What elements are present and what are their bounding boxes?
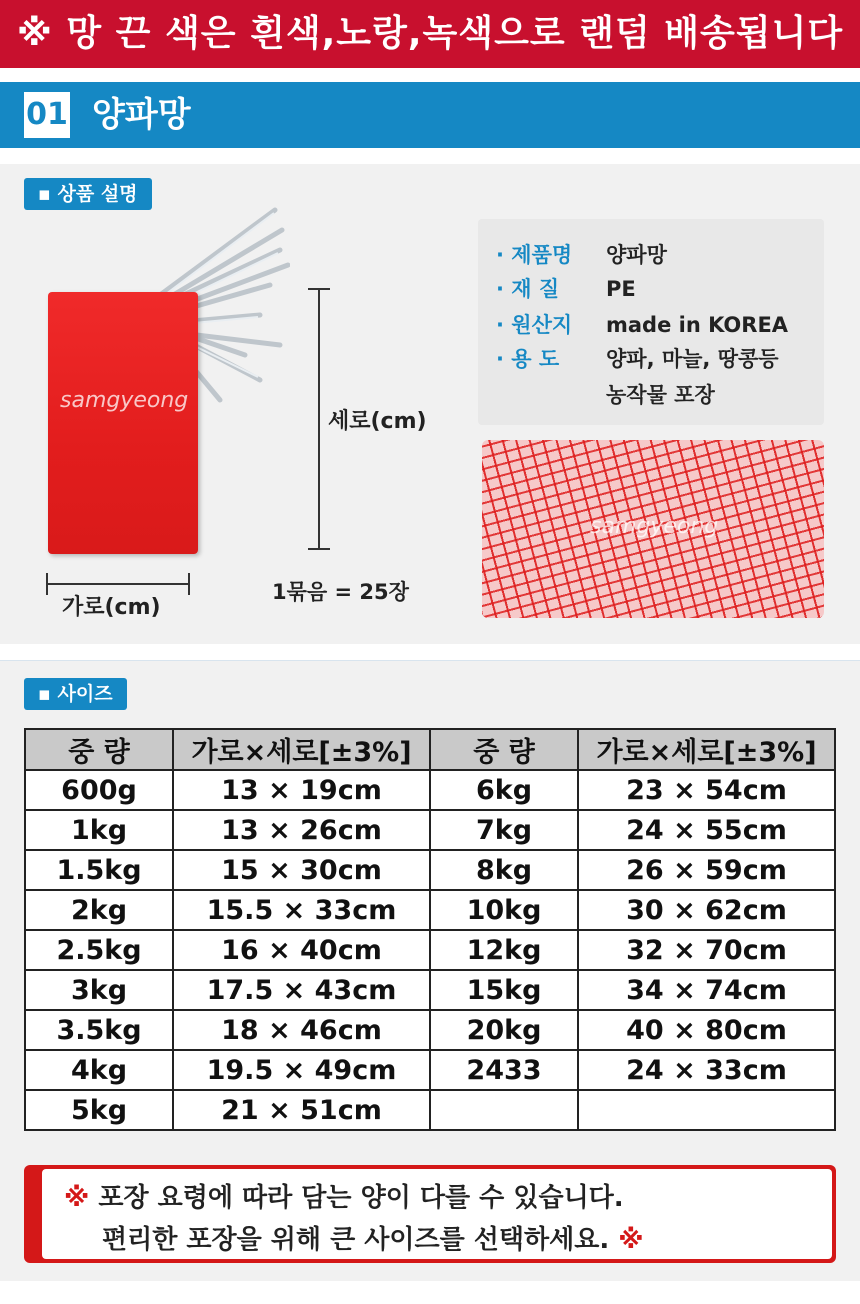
cell-size: 26 × 59cm xyxy=(578,850,835,890)
bundle-count: 1묶음 = 25장 xyxy=(272,580,409,604)
cell-size: 32 × 70cm xyxy=(578,930,835,970)
spec-key: · 재 질 xyxy=(496,277,560,301)
cell-weight: 7kg xyxy=(430,810,578,850)
size-table xyxy=(24,728,836,1131)
top-banner: ※ 망 끈 색은 흰색,노랑,녹색으로 랜덤 배송됩니다 xyxy=(0,0,860,68)
table-row xyxy=(25,1090,835,1130)
cell-weight: 4kg xyxy=(25,1050,173,1090)
cell-weight: 3.5kg xyxy=(25,1010,173,1050)
cell-weight: 1.5kg xyxy=(25,850,173,890)
table-row xyxy=(25,970,835,1010)
section-title: 양파망 xyxy=(92,95,191,135)
cell-weight xyxy=(430,1090,578,1130)
cell-size: 24 × 33cm xyxy=(578,1050,835,1090)
cell-size: 23 × 54cm xyxy=(578,770,835,810)
table-row xyxy=(25,850,835,890)
table-row xyxy=(25,770,835,810)
spec-value: PE xyxy=(606,277,636,301)
section-title-bar xyxy=(0,82,860,148)
cell-weight: 600g xyxy=(25,770,173,810)
spec-key: · 원산지 xyxy=(496,313,573,337)
spec-value: 농작물 포장 xyxy=(606,383,715,407)
cell-size: 13 × 26cm xyxy=(173,810,430,850)
cell-size: 16 × 40cm xyxy=(173,930,430,970)
height-dimension-line xyxy=(318,288,320,550)
cell-size: 30 × 62cm xyxy=(578,890,835,930)
cell-weight: 2433 xyxy=(430,1050,578,1090)
cell-size: 19.5 × 49cm xyxy=(173,1050,430,1090)
notice-text-1: 포장 요령에 따라 담는 양이 다를 수 있습니다. xyxy=(98,1183,624,1213)
notice-line-1 xyxy=(64,1177,624,1214)
header-weight: 중 량 xyxy=(430,729,578,770)
height-label: 세로(cm) xyxy=(328,409,427,434)
width-label: 가로(cm) xyxy=(62,595,161,620)
notice-mark-icon: ※ xyxy=(64,1183,90,1213)
cell-size: 15.5 × 33cm xyxy=(173,890,430,930)
cell-weight: 20kg xyxy=(430,1010,578,1050)
header-weight: 중 량 xyxy=(25,729,173,770)
cell-size: 34 × 74cm xyxy=(578,970,835,1010)
spec-key: · 제품명 xyxy=(496,243,573,267)
cell-size: 15 × 30cm xyxy=(173,850,430,890)
width-dimension-line xyxy=(46,583,190,585)
section-number: 01 xyxy=(24,92,70,138)
table-row xyxy=(25,890,835,930)
table-row xyxy=(25,1010,835,1050)
watermark-text: samgyeong xyxy=(60,388,189,413)
cell-size: 17.5 × 43cm xyxy=(173,970,430,1010)
cell-size: 13 × 19cm xyxy=(173,770,430,810)
header-dimensions: 가로×세로[±3%] xyxy=(578,729,835,770)
spec-box xyxy=(478,219,824,425)
spec-row xyxy=(496,309,788,339)
spec-value: made in KOREA xyxy=(606,313,789,337)
cell-size: 24 × 55cm xyxy=(578,810,835,850)
cell-weight: 1kg xyxy=(25,810,173,850)
notice-box xyxy=(24,1165,836,1263)
notice-text-2: 편리한 포장을 위해 큰 사이즈를 선택하세요. xyxy=(102,1225,610,1255)
notice-mark-icon: ※ xyxy=(618,1225,644,1255)
spec-value: 양파, 마늘, 땅콩등 xyxy=(606,347,779,371)
cell-weight: 6kg xyxy=(430,770,578,810)
cell-weight: 15kg xyxy=(430,970,578,1010)
notice-inner xyxy=(42,1169,832,1259)
header-dimensions: 가로×세로[±3%] xyxy=(173,729,430,770)
notice-line-2 xyxy=(102,1219,644,1256)
cell-weight: 5kg xyxy=(25,1090,173,1130)
cell-weight: 12kg xyxy=(430,930,578,970)
table-row xyxy=(25,810,835,850)
cell-size: 40 × 80cm xyxy=(578,1010,835,1050)
spec-key: · 용 도 xyxy=(496,347,560,371)
cell-weight: 10kg xyxy=(430,890,578,930)
cell-weight: 8kg xyxy=(430,850,578,890)
table-row xyxy=(25,1050,835,1090)
cell-weight: 2.5kg xyxy=(25,930,173,970)
spec-row xyxy=(496,343,779,373)
cell-weight: 3kg xyxy=(25,970,173,1010)
table-header-row xyxy=(25,729,835,770)
size-label: ▪ 사이즈 xyxy=(24,678,127,710)
cell-size xyxy=(578,1090,835,1130)
description-label: ▪ 상품 설명 xyxy=(24,178,152,210)
cell-weight: 2kg xyxy=(25,890,173,930)
watermark-text: samgyeong xyxy=(590,514,719,539)
spec-row xyxy=(496,239,667,269)
cell-size: 18 × 46cm xyxy=(173,1010,430,1050)
red-mesh-bag-image xyxy=(48,292,198,554)
spec-value: 양파망 xyxy=(606,243,667,267)
spec-row xyxy=(496,379,715,409)
spec-row xyxy=(496,273,636,303)
cell-size: 21 × 51cm xyxy=(173,1090,430,1130)
table-row xyxy=(25,930,835,970)
